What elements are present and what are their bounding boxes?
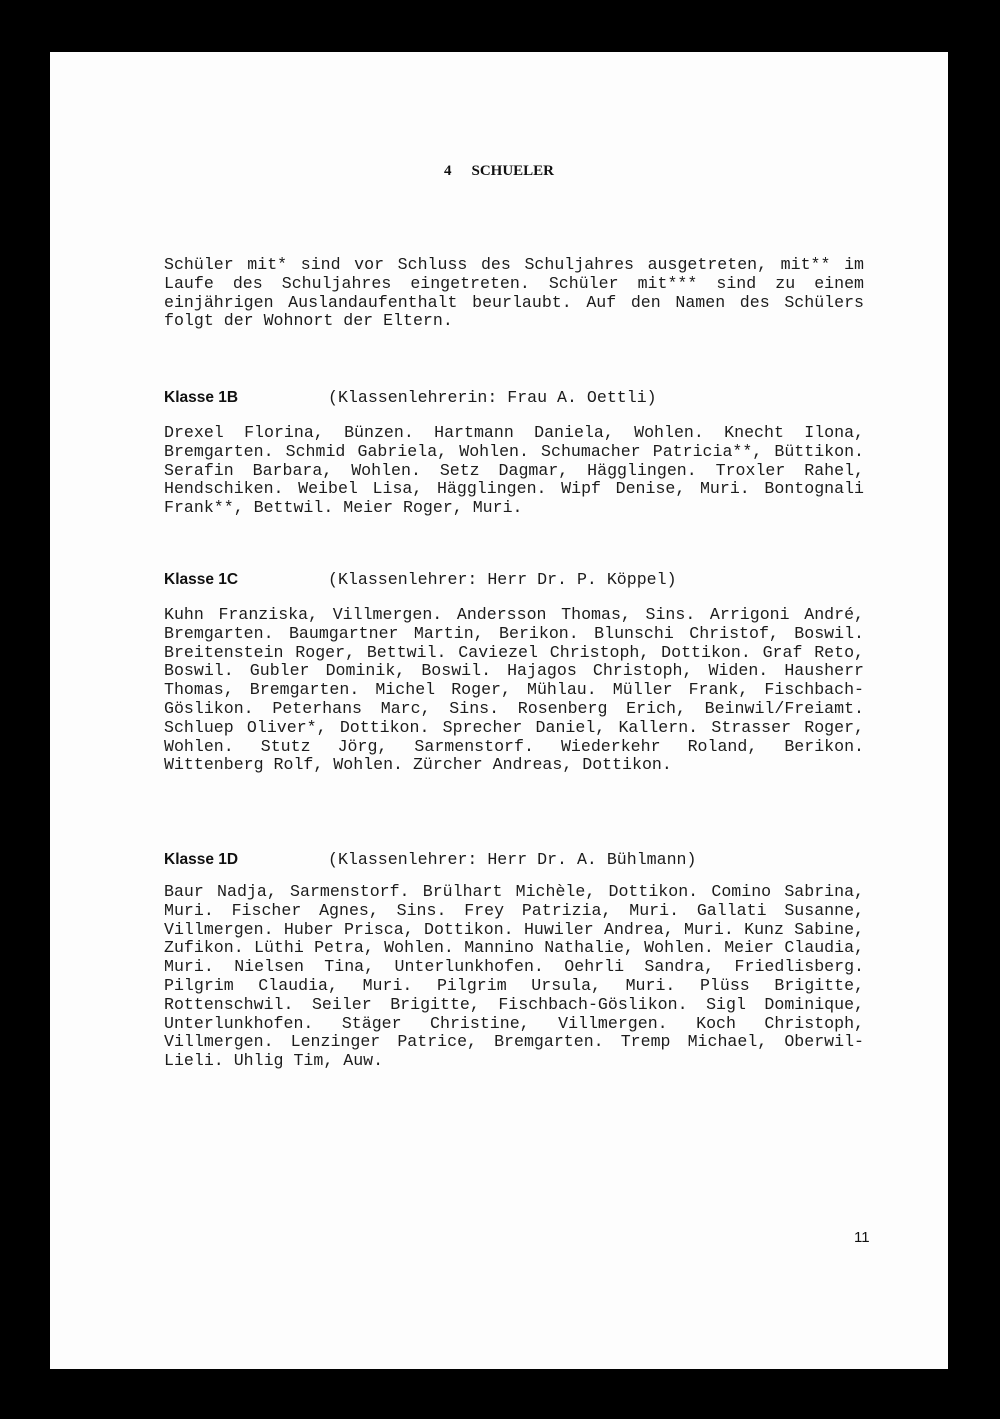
page-number: 11: [854, 1229, 870, 1246]
section-heading: [50, 163, 948, 180]
class-1b-students: Drexel Florina, Bünzen. Hartmann Daniela, Wohlen. Knecht Ilona, Bremgarten. Schmid Gabriela, Wohlen. Schumacher Patricia**, Büttikon. Serafin Barbara, Wohlen. Setz Dagmar, Hägglingen. Troxler Rahel, Hendschiken. Weibel Lisa, Hägglingen. Wipf Denise, Muri. Bontognali Frank**, Bettwil. Meier Roger, Muri.: [164, 423, 864, 518]
class-1d-teacher: (Klassenlehrer: Herr Dr. A. Bühlmann): [328, 850, 697, 869]
intro-paragraph: Schüler mit* sind vor Schluss des Schuljahres ausgetreten, mit** im Laufe des Schuljahres eingetreten. Schüler mit*** sind zu einem einjährigen Auslandaufenthalt beurlaubt. Auf den Namen des Schülers folgt der Wohnort der Eltern.: [164, 255, 864, 331]
class-1c-students: Kuhn Franziska, Villmergen. Andersson Thomas, Sins. Arrigoni André, Bremgarten. Baumgartner Martin, Berikon. Blunschi Christof, Boswil. Breitenstein Roger, Bettwil. Caviezel Christoph, Dottikon. Graf Reto, Boswil. Gubler Dominik, Boswil. Hajagos Christoph, Widen. Hausherr Thomas, Bremgarten. Michel Roger, Mühlau. Müller Frank, Fischbach-Göslikon. Peterhans Marc, Sins. Rosenberg Erich, Beinwil/Freiamt. Schluep Oliver*, Dottikon. Sprecher Daniel, Kallern. Strasser Roger, Wohlen. Stutz Jörg, Sarmenstorf. Wiederkehr Roland, Berikon. Wittenberg Rolf, Wohlen. Zürcher Andreas, Dottikon.: [164, 605, 864, 775]
class-1d-name: Klasse 1D: [164, 851, 239, 868]
class-1c-name: Klasse 1C: [164, 571, 239, 588]
section-title: SCHUELER: [471, 163, 555, 179]
class-1b-teacher: (Klassenlehrerin: Frau A. Oettli): [328, 388, 657, 407]
class-1c-header: [164, 570, 864, 589]
class-1b-header: [164, 388, 864, 407]
document-page: [50, 52, 948, 1369]
section-number: 4: [443, 163, 452, 179]
class-1c-teacher: (Klassenlehrer: Herr Dr. P. Köppel): [328, 570, 677, 589]
class-1d-header: [164, 850, 864, 869]
class-1d-students: Baur Nadja, Sarmenstorf. Brülhart Michèle, Dottikon. Comino Sabrina, Muri. Fischer Agnes, Sins. Frey Patrizia, Muri. Gallati Susanne, Villmergen. Huber Prisca, Dottikon. Huwiler Andrea, Muri. Kunz Sabine, Zufikon. Lüthi Petra, Wohlen. Mannino Nathalie, Wohlen. Meier Claudia, Muri. Nielsen Tina, Unterlunkhofen. Oehrli Sandra, Friedlisberg. Pilgrim Claudia, Muri. Pilgrim Ursula, Muri. Plüss Brigitte, Rottenschwil. Seiler Brigitte, Fischbach-Göslikon. Sigl Dominique, Unterlunkhofen. Stäger Christine, Villmergen. Koch Christoph, Villmergen. Lenzinger Patrice, Bremgarten. Tremp Michael, Oberwil-Lieli. Uhlig Tim, Auw.: [164, 882, 864, 1071]
class-1b-name: Klasse 1B: [164, 389, 239, 406]
